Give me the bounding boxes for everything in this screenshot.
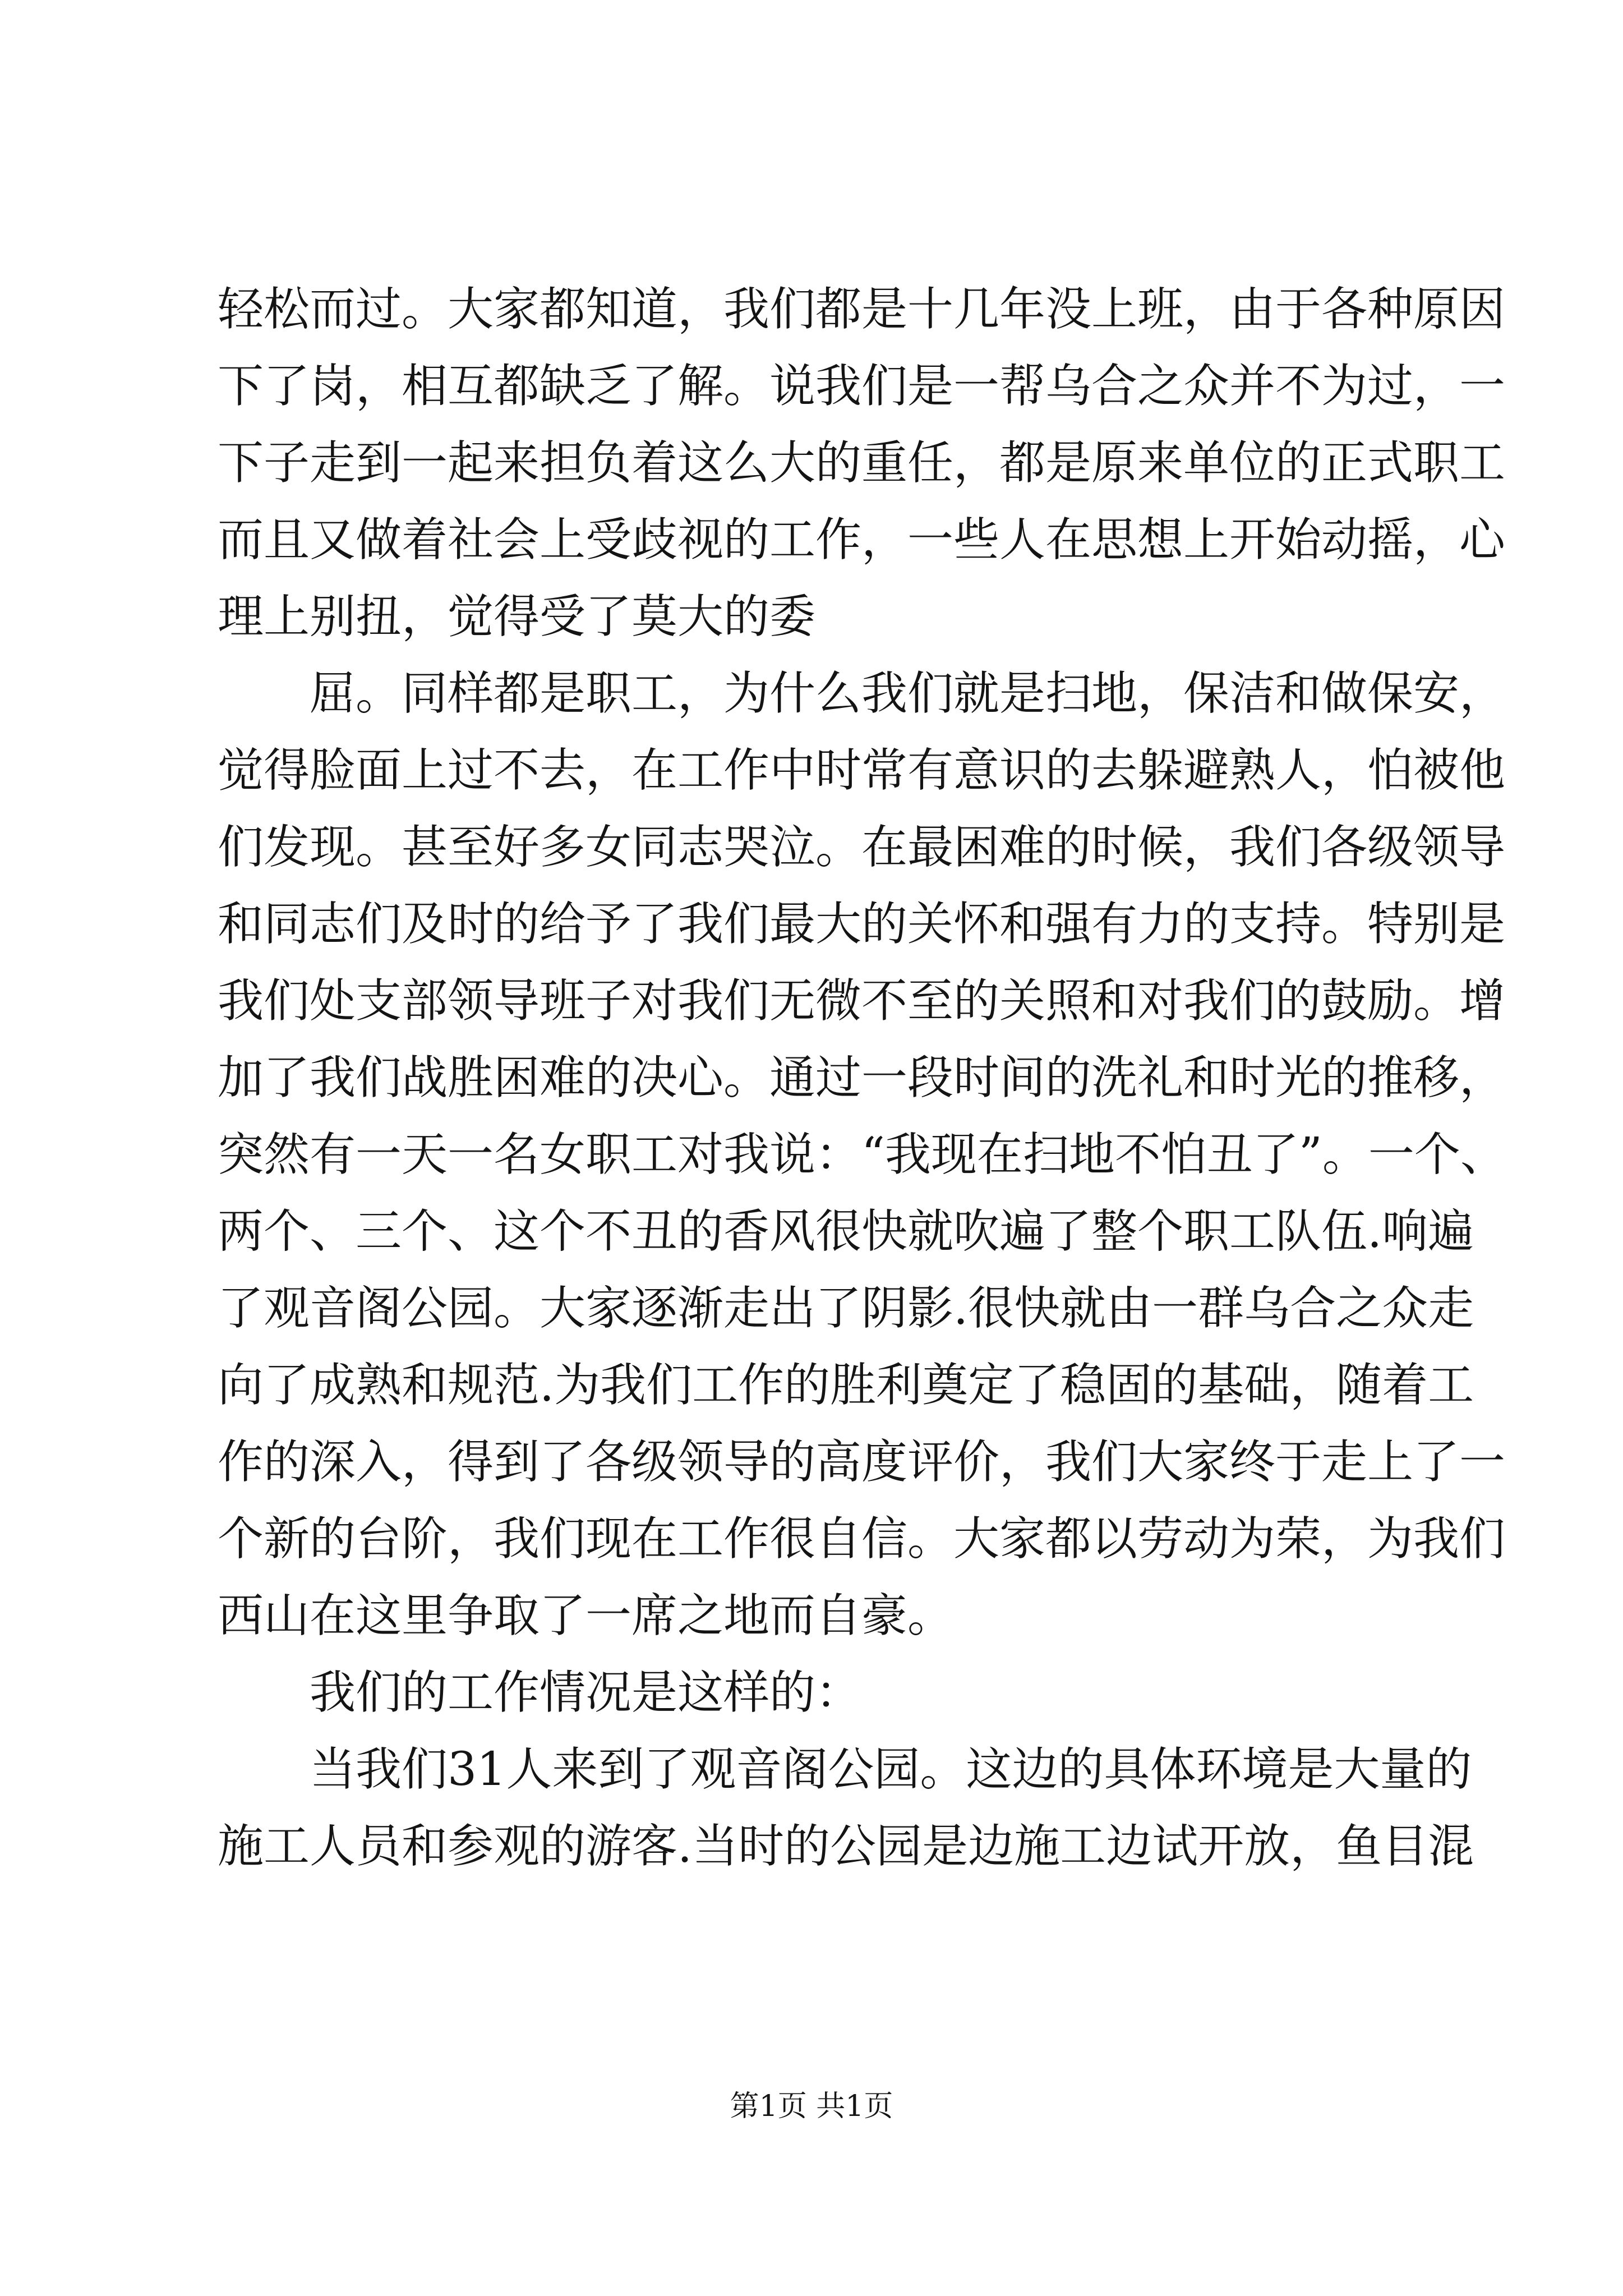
text-line: 下子走到一起来担负着这么大的重任，都是原来单位的正式职工 (218, 436, 1506, 490)
text-line: 施工人员和参观的游客.当时的公园是边施工边试开放，鱼目混 (218, 1820, 1474, 1873)
text-line: 了观音阁公园。大家逐渐走出了阴影.很快就由一群乌合之众走 (218, 1282, 1474, 1335)
text-line: 觉得脸面上过不去，在工作中时常有意识的去躲避熟人，怕被他 (218, 744, 1506, 797)
text-line: 和同志们及时的给予了我们最大的关怀和强有力的支持。特别是 (218, 898, 1506, 951)
text-line: 我们处支部领导班子对我们无微不至的关照和对我们的鼓励。增 (218, 974, 1506, 1028)
text-line: 加了我们战胜困难的决心。通过一段时间的洗礼和时光的推移， (218, 1051, 1506, 1105)
text-line: 个新的台阶，我们现在工作很自信。大家都以劳动为荣，为我们 (218, 1512, 1506, 1566)
text-line: 下了岗，相互都缺乏了解。说我们是一帮乌合之众并不为过，一 (218, 360, 1506, 413)
text-line: 当我们31人来到了观音阁公园。这边的具体环境是大量的 (310, 1743, 1472, 1796)
text-line: 西山在这里争取了一席之地而自豪。 (218, 1589, 954, 1642)
page-footer: 第1页 共1页 (730, 2090, 893, 2123)
text-line: 向了成熟和规范.为我们工作的胜利奠定了稳固的基础，随着工 (218, 1359, 1474, 1412)
text-line: 轻松而过。大家都知道，我们都是十几年没上班，由于各种原因 (218, 283, 1506, 336)
text-line: 我们的工作情况是这样的： (310, 1666, 862, 1719)
text-line: 突然有一天一名女职工对我说：“我现在扫地不怕丑了”。一个、 (218, 1128, 1506, 1181)
text-line: 屈。同样都是职工，为什么我们就是扫地，保洁和做保安， (310, 667, 1506, 720)
text-line: 作的深入，得到了各级领导的高度评价，我们大家终于走上了一 (218, 1435, 1506, 1489)
text-line: 而且又做着社会上受歧视的工作，一些人在思想上开始动摇，心 (218, 513, 1506, 567)
text-line: 们发现。甚至好多女同志哭泣。在最困难的时候，我们各级领导 (218, 821, 1506, 874)
text-line: 理上别扭，觉得受了莫大的委 (218, 590, 816, 643)
text-line: 两个、三个、这个不丑的香风很快就吹遍了整个职工队伍.响遍 (218, 1205, 1474, 1258)
